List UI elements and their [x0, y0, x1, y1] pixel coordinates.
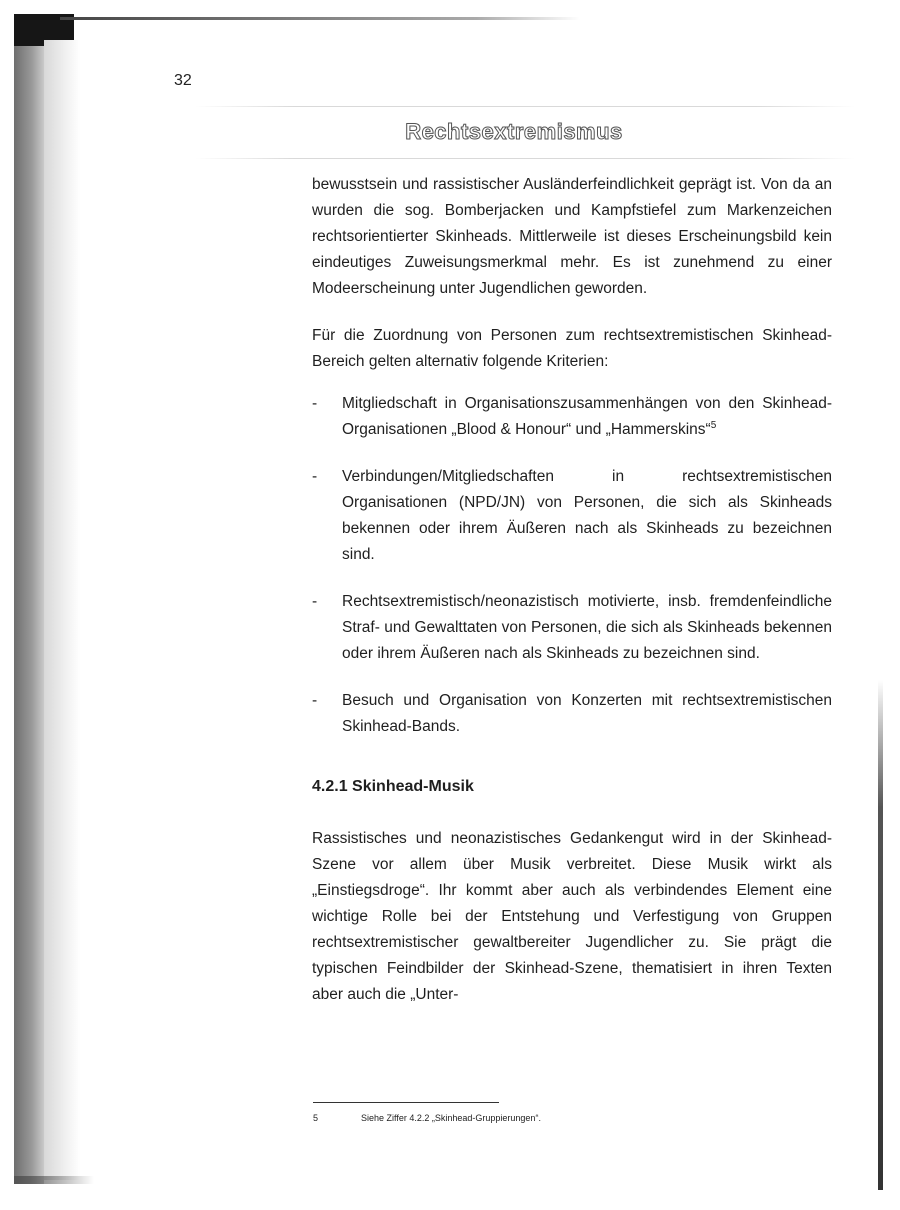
scan-binding-shadow — [14, 14, 44, 1184]
intro-paragraph: bewusstsein und rassistischer Ausländerfeindlichkeit geprägt ist. Von da an wurden die sog. Bomberjacken und Kampfstiefel zum Markenzeichen rechtsorientierter Skinheads. Mittlerweile ist dieses Erscheinungsbild kein eindeutiges Zuweisungsmerkmal mehr. Es ist zunehmend zu einer Modeerscheinung unter Jugendlichen geworden. — [312, 176, 832, 297]
section-heading: 4.2.1 Skinhead-Musik — [312, 778, 474, 795]
footnote — [313, 1113, 541, 1123]
page-fold-shadow — [44, 40, 80, 1180]
footnote-number: 5 — [313, 1113, 319, 1123]
bullet-dash: - — [312, 593, 318, 610]
footnote-text: Siehe Ziffer 4.2.2 „Skinhead-Gruppierungen“. — [361, 1113, 541, 1123]
list-item — [312, 391, 832, 443]
criterion-text: Besuch und Organisation von Konzerten mit rechtsextremistischen Skinhead-Bands. — [342, 692, 832, 735]
scan-right-edge — [878, 680, 883, 1190]
footnote-rule — [313, 1102, 499, 1103]
criterion-text: Mitgliedschaft in Organisationszusammenhängen von den Skinhead-Organisationen „Blood & Honour“ und „Hammerskins“ — [342, 395, 832, 438]
list-item — [312, 589, 832, 667]
criterion-text: Rechtsextremistisch/neonazistisch motivierte, insb. fremdenfeindliche Straf- und Gewalttaten von Personen, die sich als Skinheads bekennen oder ihrem Äußeren nach als Skinheads zu bezeichnen sind. — [342, 593, 832, 662]
footnote-reference: 5 — [710, 419, 717, 431]
criterion-text: Verbindungen/Mitgliedschaften in rechtsextremistischen Organisationen (NPD/JN) von Personen, die sich als Skinheads bekennen oder ihrem Äußeren nach als Skinheads zu bezeichnen sind. — [342, 468, 832, 563]
bullet-dash: - — [312, 468, 318, 485]
page-number: 32 — [174, 72, 192, 89]
criteria-intro: Für die Zuordnung von Personen zum rechtsextremistischen Skinhead-Bereich gelten alternativ folgende Kriterien: — [312, 327, 832, 370]
list-item — [312, 688, 832, 740]
scan-top-edge — [60, 17, 580, 20]
bullet-dash: - — [312, 692, 318, 709]
criteria-list — [312, 391, 832, 740]
header-rule-top — [195, 106, 855, 107]
header-rule-bottom — [195, 158, 855, 159]
scan-bottom-shadow — [14, 1176, 94, 1184]
running-header: Rechtsextremismus — [405, 119, 623, 144]
list-item — [312, 464, 832, 568]
page-body — [312, 172, 832, 1008]
music-paragraph: Rassistisches und neonazistisches Gedankengut wird in der Skinhead-Szene vor allem über Musik verbreitet. Diese Musik wirkt als „Einstiegsdroge“. Ihr kommt aber auch als verbindendes Element eine wichtige Rolle bei der Entstehung und Verfestigung von Gruppen rechtsextremistischer gewaltbereiter Jugendlicher zu. Sie prägt die typischen Feindbilder der Skinhead-Szene, thematisiert in ihren Texten aber auch die „Unter- — [312, 830, 832, 1003]
bullet-dash: - — [312, 395, 318, 412]
